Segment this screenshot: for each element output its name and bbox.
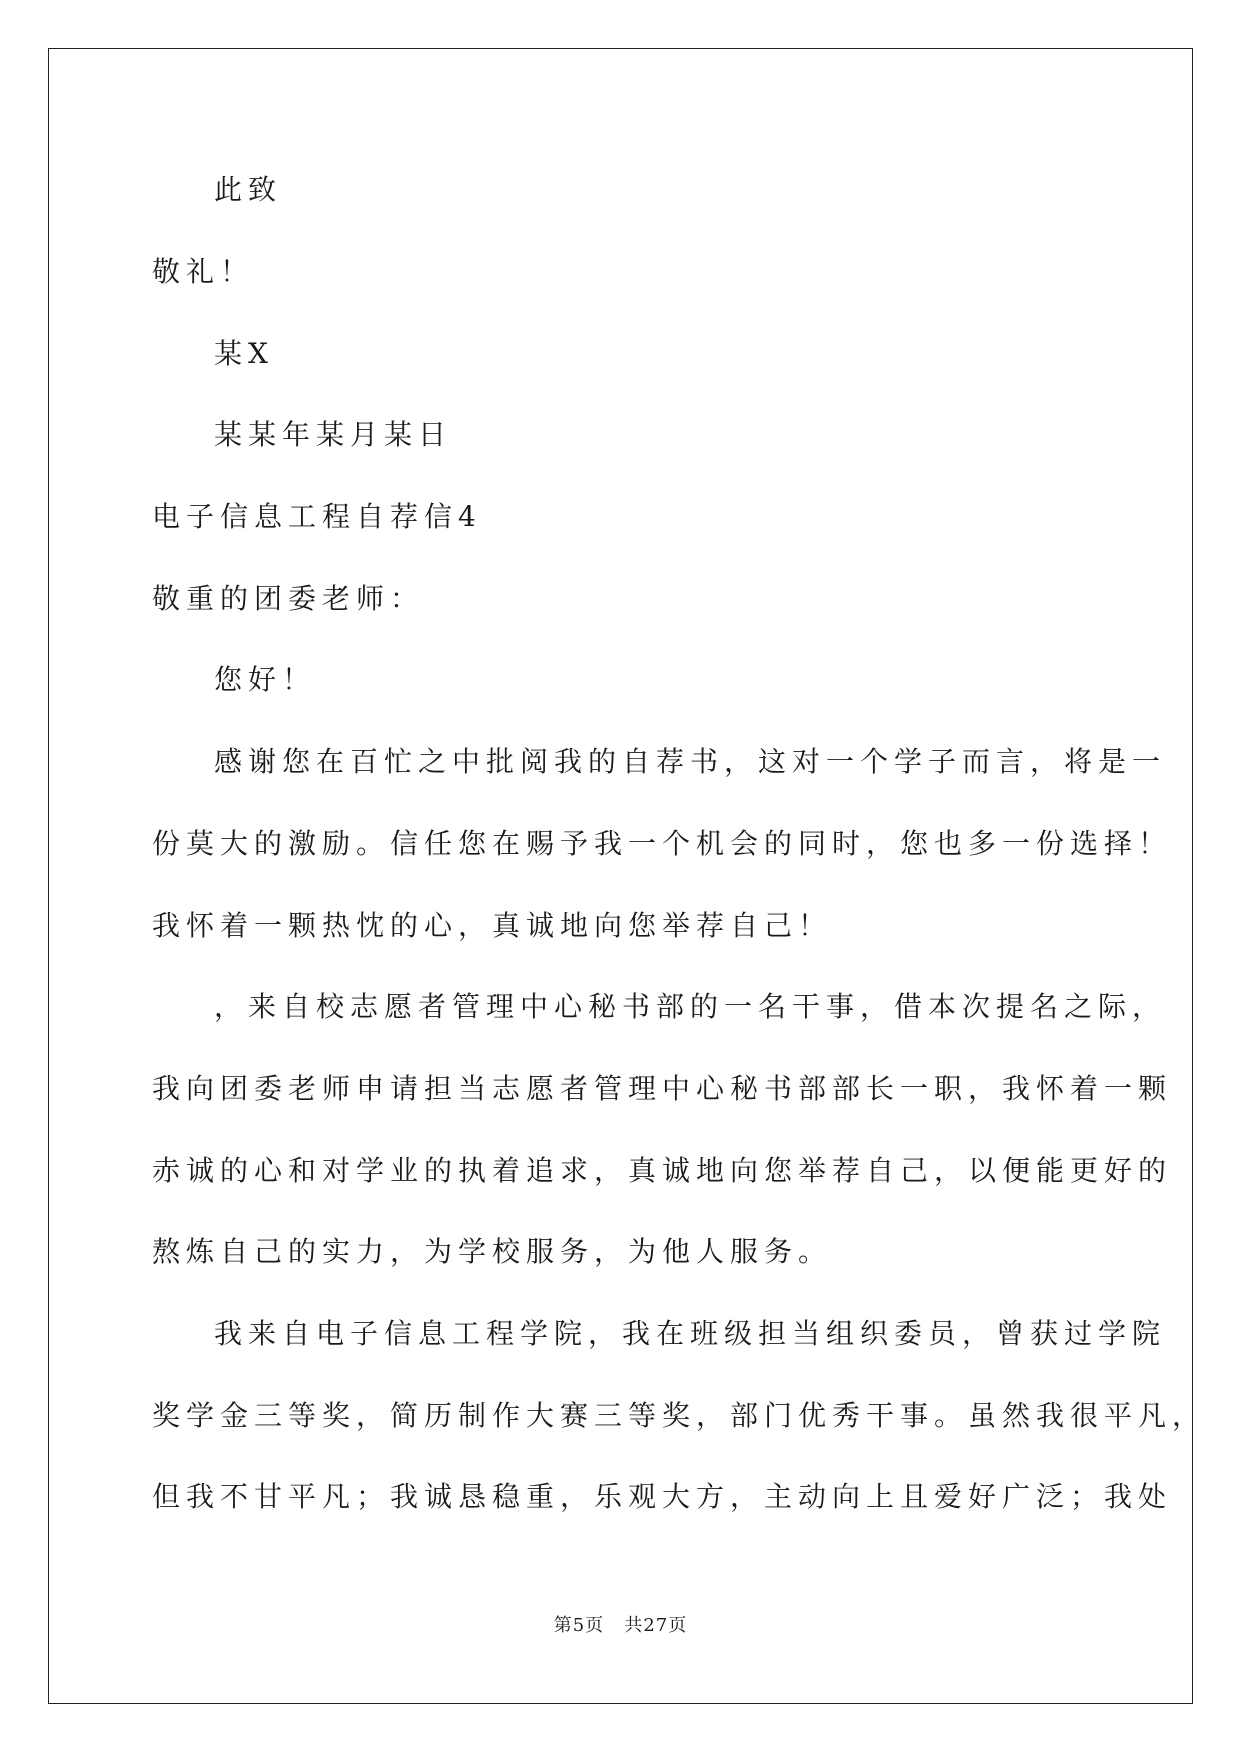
signature-date: 某某年某月某日 <box>214 418 453 451</box>
section-title: 电子信息工程自荐信4 <box>152 500 482 533</box>
letter-greeting: 您好！ <box>214 663 317 696</box>
signature-name: 某X <box>214 337 274 370</box>
paragraph-line: 感谢您在百忙之中批阅我的自荐书，这对一个学子而言，将是一 <box>214 745 1167 778</box>
paragraph-line: 但我不甘平凡；我诚恳稳重，乐观大方，主动向上且爱好广泛；我处 <box>152 1480 1173 1513</box>
paragraph-line: 赤诚的心和对学业的执着追求，真诚地向您举荐自己，以便能更好的 <box>152 1154 1173 1187</box>
page-border <box>48 48 1207 1704</box>
paragraph-line: 熬炼自己的实力，为学校服务，为他人服务。 <box>152 1235 833 1268</box>
paragraph-line: 我向团委老师申请担当志愿者管理中心秘书部部长一职，我怀着一颗 <box>152 1072 1173 1105</box>
page-number-footer: 第5页 共27页 <box>553 1615 688 1636</box>
paragraph-line: 我怀着一颗热忱的心，真诚地向您举荐自己！ <box>152 909 833 942</box>
closing-regards: 敬礼！ <box>152 255 255 288</box>
paragraph-line: ，来自校志愿者管理中心秘书部的一名干事，借本次提名之际， <box>214 990 1167 1023</box>
paragraph-line: 奖学金三等奖，简历制作大赛三等奖，部门优秀干事。虽然我很平凡， <box>152 1399 1207 1432</box>
paragraph-line: 我来自电子信息工程学院，我在班级担当组织委员，曾获过学院 <box>214 1317 1167 1350</box>
closing-salutation: 此致 <box>214 173 283 206</box>
letter-addressee: 敬重的团委老师： <box>152 582 425 615</box>
paragraph-line: 份莫大的激励。信任您在赐予我一个机会的同时，您也多一份选择！ <box>152 827 1173 860</box>
